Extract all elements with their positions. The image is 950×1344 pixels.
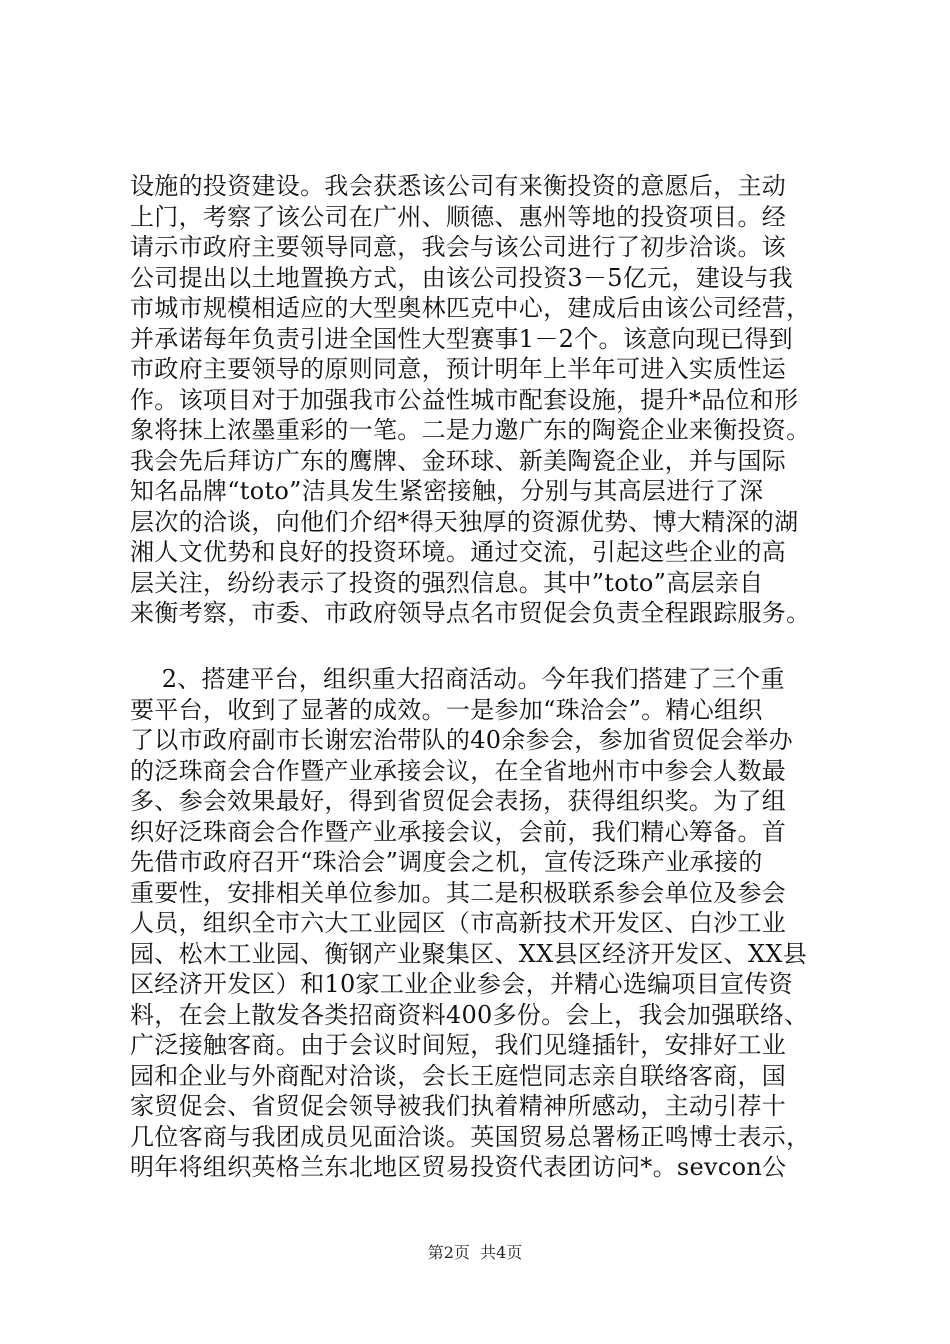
text-line: 上门，考察了该公司在广州、顺德、惠州等地的投资项目。经 <box>130 202 787 231</box>
text-line: 园和企业与外商配对洽谈，会长王庭恺同志亲自联络客商，国 <box>130 1061 787 1090</box>
text-line: 几位客商与我团成员见面洽谈。英国贸易总署杨正鸣博士表示， <box>130 1122 811 1151</box>
body-paragraph-2 <box>130 664 830 1183</box>
text-line: 作。该项目对于加强我市公益性城市配套设施，提升*品位和形 <box>130 385 799 414</box>
text-line: 要平台，收到了显著的成效。一是参加“珠洽会”。精心组织 <box>130 695 763 724</box>
text-line: 重要性，安排相关单位参加。其二是积极联系参会单位及参会 <box>130 878 787 907</box>
page-number-footer: 第2页 共4页 <box>427 1243 523 1262</box>
text-line: 家贸促会、省贸促会领导被我们执着精神所感动，主动引荐十 <box>130 1092 787 1120</box>
text-line: 象将抹上浓墨重彩的一笔。二是力邀广东的陶瓷企业来衡投资。 <box>130 416 811 444</box>
body-paragraph-1 <box>130 171 830 629</box>
text-line: 并承诺每年负责引进全国性大型赛事1－2个。该意向现已得到 <box>130 324 793 353</box>
text-line: 2、搭建平台，组织重大招商活动。今年我们搭建了三个重 <box>130 665 785 693</box>
text-line: 料，在会上散发各类招商资料400多份。会上，我会加强联络、 <box>130 1000 809 1029</box>
text-line: 知名品牌“toto”洁具发生紧密接触，分别与其高层进行了深 <box>130 477 764 505</box>
text-line: 人员，组织全市六大工业园区（市高新技术开发区、白沙工业 <box>130 909 787 937</box>
text-line: 园、松木工业园、衡钢产业聚集区、XX县区经济开发区、XX县 <box>130 939 808 968</box>
text-line: 层关注，纷纷表示了投资的强烈信息。其中”toto”高层亲自 <box>130 568 764 597</box>
text-line: 了以市政府副市长谢宏治带队的40余参会，参加省贸促会举办 <box>130 726 793 754</box>
text-line: 设施的投资建设。我会获悉该公司有来衡投资的意愿后，主动 <box>130 172 787 200</box>
text-line: 我会先后拜访广东的鹰牌、金环球、新美陶瓷企业，并与国际 <box>130 446 787 475</box>
text-line: 来衡考察，市委、市政府领导点名市贸促会负责全程跟踪服务。 <box>130 599 811 627</box>
text-line: 织好泛珠商会合作暨产业承接会议，会前，我们精心筹备。首 <box>130 817 787 846</box>
text-line: 市政府主要领导的原则同意，预计明年上半年可进入实质性运 <box>130 355 787 383</box>
text-line: 先借市政府召开“珠洽会”调度会之机，宣传泛珠产业承接的 <box>130 848 763 876</box>
text-line: 广泛接触客商。由于会议时间短，我们见缝插针，安排好工业 <box>130 1031 787 1059</box>
text-line: 层次的洽谈，向他们介绍*得天独厚的资源优势、博大精深的湖 <box>130 507 799 536</box>
text-line: 多、参会效果最好，得到省贸促会表扬，获得组织奖。为了组 <box>130 787 787 815</box>
text-line: 市城市规模相适应的大型奥林匹克中心，建成后由该公司经营， <box>130 294 811 322</box>
text-line: 公司提出以土地置换方式，由该公司投资3－5亿元，建设与我 <box>130 263 793 292</box>
text-line: 湘人文优势和良好的投资环境。通过交流，引起这些企业的高 <box>130 538 787 566</box>
text-line: 的泛珠商会合作暨产业承接会议，在全省地州市中参会人数最 <box>130 756 787 785</box>
text-line: 区经济开发区）和10家工业企业参会，并精心选编项目宣传资 <box>130 970 793 998</box>
text-line: 明年将组织英格兰东北地区贸易投资代表团访问*。sevcon公 <box>130 1153 787 1181</box>
text-line: 请示市政府主要领导同意，我会与该公司进行了初步洽谈。该 <box>130 233 787 261</box>
